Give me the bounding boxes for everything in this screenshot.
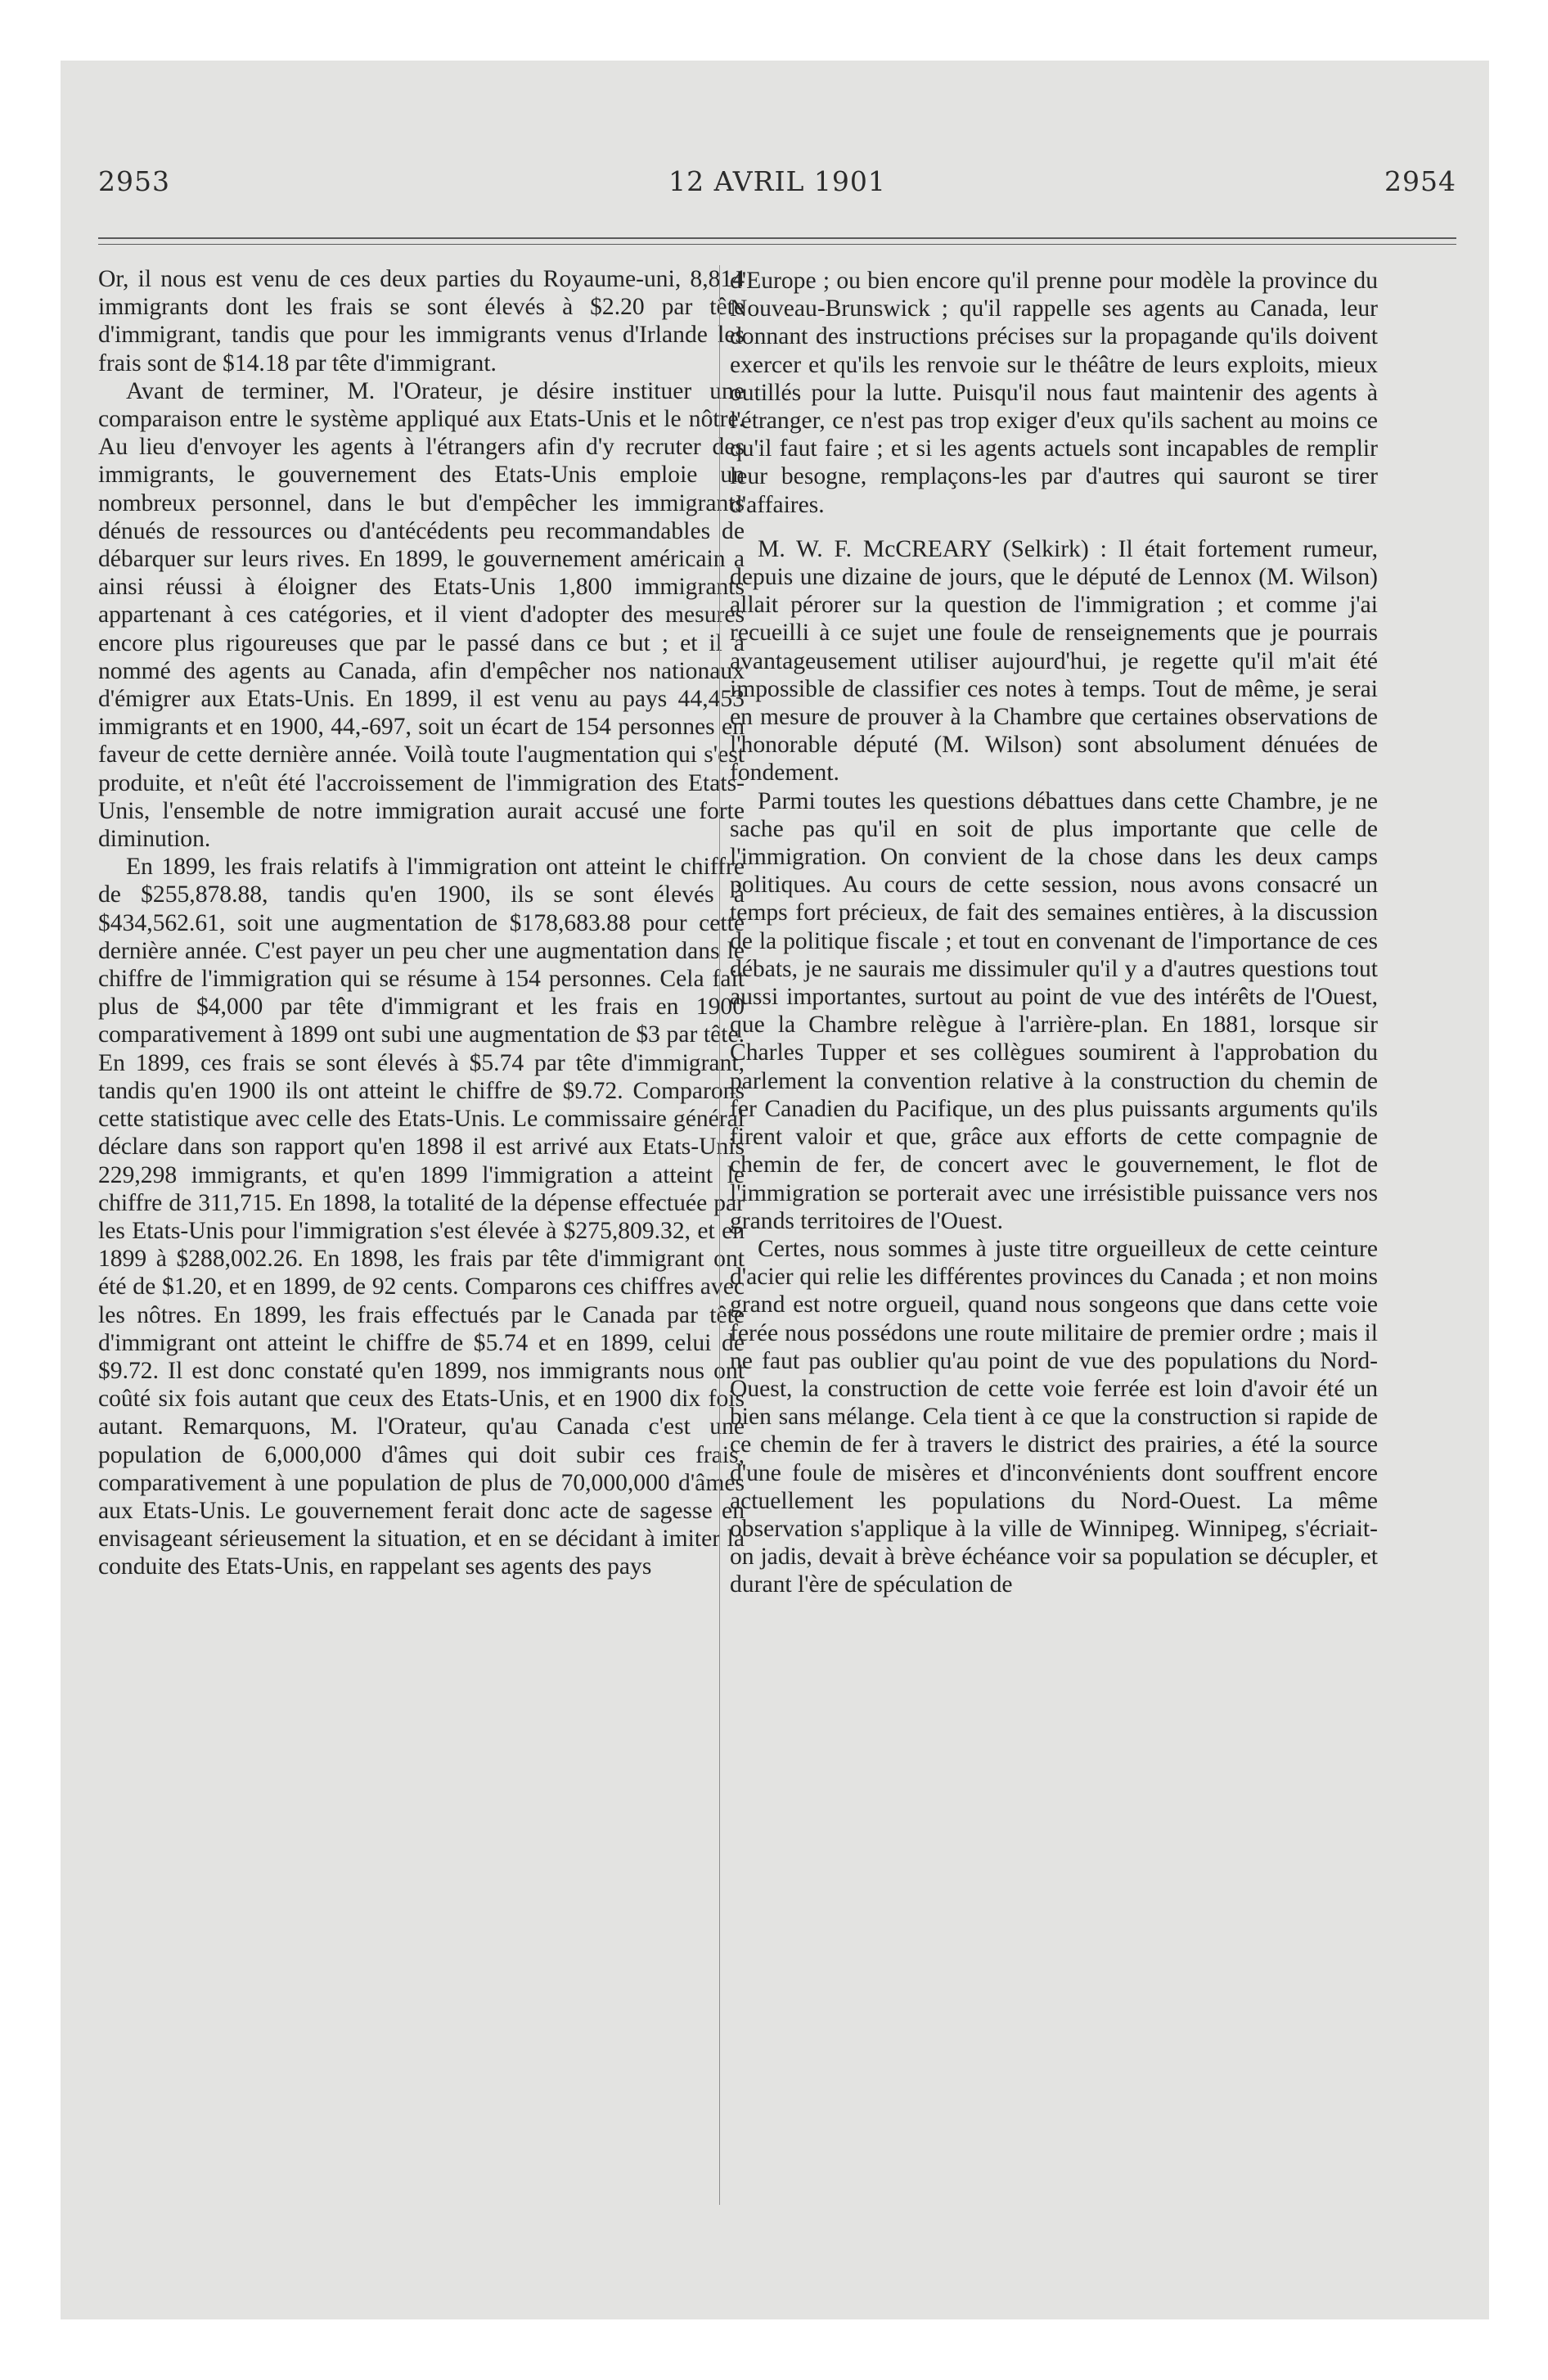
paragraph: Or, il nous est venu de ces deux parties du Royaume-uni, 8,814 immigrants dont les frais se sont élevés à $2.20 par tête d'immigrant, tandis que pour les immigrants venus d'Irlande les frais sont de $14.18 par tête d'immigrant. — [98, 266, 745, 376]
header-rule — [98, 237, 1456, 239]
right-column — [730, 267, 1378, 1599]
speaker-paragraph: M. W. F. McCREARY (Selkirk) : Il était fortement rumeur, depuis une dizaine de jours, que le député de Lennox (M. Wilson) allait pérorer sur la question de l'immigration ; et comme j'ai recueilli à ce sujet une foule de renseignements que je pourrais avantageusement utiliser aujourd'hui, je regette qu'il m'ait été impossible de classifier ces notes à temps. Tout de même, je serai en mesure de prouver à la Chambre que certaines observations de l'honorable député (M. Wilson) sont absolument dénuées de fondement. — [730, 535, 1378, 787]
scanned-page — [61, 61, 1489, 2319]
left-column — [98, 265, 745, 1581]
header-rule-thin — [98, 244, 1456, 245]
header-date: 12 AVRIL 1901 — [668, 165, 886, 197]
page-header — [98, 165, 1456, 211]
right-page-number: 2954 — [1384, 165, 1456, 197]
column-divider — [719, 265, 720, 2205]
paragraph: Parmi toutes les questions débattues dans cette Chambre, je ne sache pas qu'il en soit de plus importante que celle de l'immigration. On convient de la chose dans les deux camps politiques. Au cours de cette session, nous avons consacré un temps fort précieux, de fait des semaines entières, à la discussion de la politique fiscale ; et tout en convenant de l'importance de ces débats, je ne saurais me dissimuler qu'il y a d'autres questions tout aussi importantes, surtout au point de vue des intérêts de l'Ouest, que la Chambre relègue à l'arrière-plan. En 1881, lorsque sir Charles Tupper et ses collègues soumirent à l'approbation du parlement la convention relative à la construction du chemin de fer Canadien du Pacifique, un des plus puissants arguments qu'ils firent valoir et que, grâce aux efforts de cette compagnie de chemin de fer, de concert avec le gouvernement, le flot de l'immigration se porterait avec une irrésistible puissance vers nos grands territoires de l'Ouest. — [730, 787, 1378, 1234]
paragraph: Avant de terminer, M. l'Orateur, je désire instituer une comparaison entre le système appliqué aux Etats-Unis et le nôtre. Au lieu d'envoyer les agents à l'étrangers afin d'y recruter des immigrants, le gouvernement des Etats-Unis emploie un nombreux personnel, dans le but d'empêcher les immigrants dénués de ressources ou d'antécédents peu recommandables de débarquer sur leurs rives. En 1899, le gouvernement américain a ainsi réussi à éloigner des Etats-Unis 1,800 immigrants appartenant à ces catégories, et il vient d'adopter des mesures encore plus rigoureuses que par le passé dans ce but ; et il a nommé des agents au Canada, afin d'empêcher nos nationaux d'émigrer aux Etats-Unis. En 1899, il est venu au pays 44,453 immigrants et en 1900, 44,-697, soit un écart de 154 personnes en faveur de cette dernière année. Voilà toute l'augmentation qui s'est produite, et n'eût été l'accroissement de l'immigration des Etats-Unis, l'ensemble de notre immigration aurait accusé une forte diminution. — [98, 377, 745, 853]
left-page-number: 2953 — [98, 165, 170, 197]
paragraph: En 1899, les frais relatifs à l'immigration ont atteint le chiffre de $255,878.88, tandis qu'en 1900, ils se sont élevés à $434,562.61, soit une augmentation de $178,683.88 pour cette dernière année. C'est payer un peu cher une augmentation dans le chiffre de l'immigration qui se résume à 154 personnes. Cela fait plus de $4,000 par tête d'immigrant et les frais en 1900 comparativement à 1899 ont subi une augmentation de $3 par tête. En 1899, ces frais se sont élevés à $5.74 par tête d'immigrant, tandis qu'en 1900 ils ont atteint le chiffre de $9.72. Comparons cette statistique avec celle des Etats-Unis. Le commissaire général déclare dans son rapport qu'en 1898 il est arrivé aux Etats-Unis 229,298 immigrants, et qu'en 1899 l'immigration a atteint le chiffre de 311,715. En 1898, la totalité de la dépense effectuée par les Etats-Unis pour l'immigration s'est élevée à $275,809.32, et en 1899 à $288,002.26. En 1898, les frais par tête d'immigrant ont été de $1.20, et en 1899, de 92 cents. Comparons ces chiffres avec les nôtres. En 1899, les frais effectués par le Canada par tête d'immigrant ont atteint le chiffre de $5.74 et en 1899, celui de $9.72. Il est donc constaté qu'en 1899, nos immigrants nous ont coûté six fois autant que ceux des Etats-Unis, et en 1900 dix fois autant. Remarquons, M. l'Orateur, qu'au Canada c'est une population de 6,000,000 d'âmes qui doit subir ces frais, comparativement à une population de plus de 70,000,000 d'âmes aux Etats-Unis. Le gouvernement ferait donc acte de sagesse en envisageant sérieusement la situation, et en se décidant à imiter la conduite des Etats-Unis, en rappelant ses agents des pays — [98, 854, 745, 1580]
paragraph: d'Europe ; ou bien encore qu'il prenne pour modèle la province du Nouveau-Brunswick ; qu'il rappelle ses agents au Canada, leur donnant des instructions précises sur la propagande qu'ils doivent exercer et qu'ils les renvoie sur le théâtre de leurs exploits, mieux outillés pour la lutte. Puisqu'il nous faut maintenir des agents à l'étranger, ce n'est pas trop exiger d'eux qu'ils sachent au moins ce qu'il faut faire ; et si les agents actuels sont incapables de remplir leur besogne, remplaçons-les par d'autres qui sauront se tirer d'affaires. — [730, 268, 1378, 518]
paragraph: Certes, nous sommes à juste titre orgueilleux de cette ceinture d'acier qui relie les différentes provinces du Canada ; et non moins grand est notre orgueil, quand nous songeons que dans cette voie ferée nous possédons une route militaire de premier ordre ; mais il ne faut pas oublier qu'au point de vue des populations du Nord-Ouest, la construction de cette voie ferrée est loin d'avoir été un bien sans mélange. Cela tient à ce que la construction si rapide de ce chemin de fer à travers le district des prairies, a été la source d'une foule de misères et d'inconvénients dont souffrent encore actuellement les populations du Nord-Ouest. La même observation s'applique à la ville de Winnipeg. Winnipeg, s'écriait-on jadis, devait à brève échéance voir sa population se décupler, et durant l'ère de spéculation de — [730, 1235, 1378, 1598]
